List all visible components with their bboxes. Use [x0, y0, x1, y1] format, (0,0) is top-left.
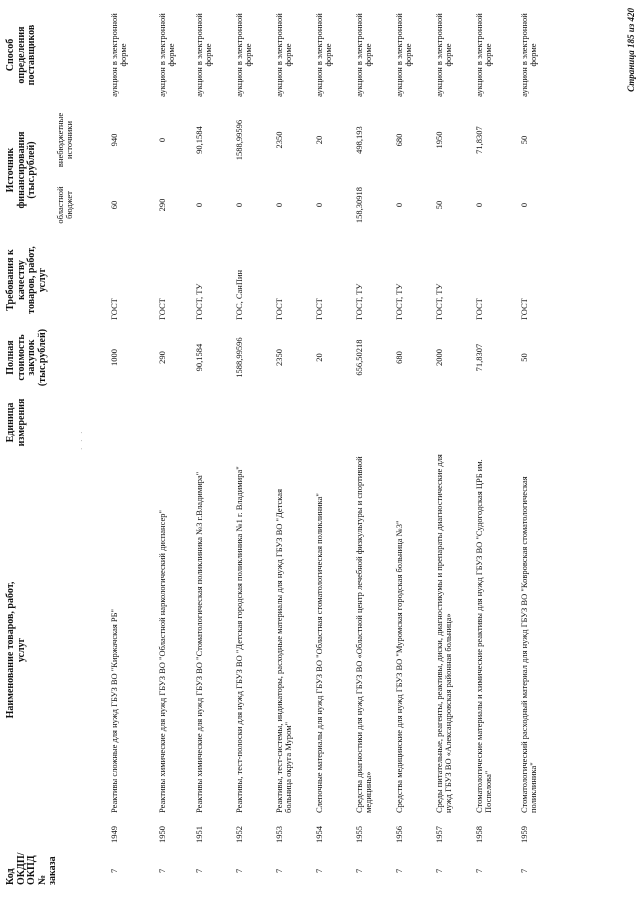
row-method: аукцион в электронной форме — [519, 13, 538, 97]
row-quality: ГОСТ — [157, 298, 167, 320]
row-extrabudget: 71,8307 — [474, 126, 484, 154]
header-code: Код ОКДП/ ОКПД № заказа — [5, 852, 58, 885]
row-code: 7 — [274, 868, 284, 873]
row-name: Средства медицинские для нужд ГБУЗ ВО "Муромская городская больница №3" — [394, 520, 404, 813]
row-code: 7 — [519, 868, 529, 873]
row-regional-budget: 0 — [274, 202, 284, 208]
row-regional-budget: 0 — [519, 202, 529, 208]
row-extrabudget: 680 — [394, 133, 404, 147]
row-code: 7 — [474, 868, 484, 873]
row-name: Стоматологический расходный материал для нужд ГБУЗ ВО "Ковровская стоматологическая поликлиника" — [519, 476, 538, 813]
header-unit: Единица измерения — [5, 398, 27, 447]
row-total-cost: 2350 — [274, 349, 284, 366]
row-name: Средства диагностики для нужд ГБУЗ ВО «Областной центр лечебной физкультуры и спортивной медицины» — [354, 456, 373, 813]
row-quality: ГОСТ, ТУ — [354, 283, 364, 320]
row-order-number: 1955 — [354, 826, 364, 843]
row-total-cost: 90,1584 — [194, 343, 204, 372]
row-extrabudget: 2350 — [274, 131, 284, 149]
row-quality: ГОСТ — [519, 298, 529, 320]
header-name: Наименование товаров, работ, услуг — [5, 581, 27, 719]
row-method: аукцион в электронной форме — [194, 13, 213, 97]
row-extrabudget: 498,193 — [354, 126, 364, 154]
row-extrabudget: 940 — [109, 133, 119, 147]
header-cost: Полная стоимость закупок (тыс.рублей) — [5, 328, 48, 387]
row-name: Реактивы, тест-системы, индикаторы, расходные материалы для нужд ГБУЗ ВО "Детская больница округа Муром" — [274, 489, 293, 813]
row-total-cost: 1588,99596 — [234, 337, 244, 378]
row-method: аукцион в электронной форме — [354, 13, 373, 97]
row-regional-budget: 50 — [434, 200, 444, 210]
row-quality: ГОСТ — [274, 298, 284, 320]
row-code: 7 — [354, 868, 364, 873]
row-total-cost: 71,8307 — [474, 343, 484, 372]
row-quality: ГОСТ — [474, 298, 484, 320]
row-total-cost: 2000 — [434, 349, 444, 366]
header-funding: Источник финансирования (тыс.рублей) — [5, 131, 37, 209]
row-extrabudget: 20 — [314, 135, 324, 145]
row-extrabudget: 1950 — [434, 131, 444, 149]
row-order-number: 1950 — [157, 826, 167, 843]
row-order-number: 1953 — [274, 826, 284, 843]
row-regional-budget: 290 — [157, 198, 167, 212]
row-quality: ГОС, СанПин — [234, 269, 244, 320]
row-total-cost: 656,50218 — [354, 339, 364, 376]
page-number: Страница 185 из 420 — [626, 8, 636, 92]
row-order-number: 1956 — [394, 826, 404, 843]
row-method: аукцион в электронной форме — [109, 13, 128, 97]
row-regional-budget: 0 — [314, 202, 324, 208]
row-name: Реактивы сложные для нужд ГБУЗ ВО "Киржачская РБ" — [109, 609, 119, 813]
header-method: Способ определения поставщиков — [5, 24, 37, 86]
row-method: аукцион в электронной форме — [394, 13, 413, 97]
row-method: аукцион в электронной форме — [434, 13, 453, 97]
row-total-cost: 20 — [314, 353, 324, 362]
row-extrabudget: 50 — [519, 135, 529, 145]
row-extrabudget: 90,1584 — [194, 126, 204, 154]
row-quality: ГОСТ — [109, 298, 119, 320]
row-quality: ГОСТ, ТУ — [394, 283, 404, 320]
row-order-number: 1952 — [234, 826, 244, 843]
row-method: аукцион в электронной форме — [314, 13, 333, 97]
row-quality: ГОСТ, ТУ — [434, 283, 444, 320]
separator-dots: · · · — [78, 429, 86, 450]
row-name: Слепочные материалы для нужд ГБУЗ ВО "Областная стоматологическая поликлиника" — [314, 493, 324, 813]
header-regional: областной бюджет — [55, 186, 74, 224]
row-order-number: 1949 — [109, 826, 119, 843]
row-name: Реактивы химические для нужд ГБУЗ ВО "Стоматологическая поликлиника №3 г.Владимира" — [194, 471, 204, 813]
row-code: 7 — [194, 868, 204, 873]
row-name: Среды питательные, реагенты, реактивы, диски, диагностикумы и препараты диагностические для нужд ГБУЗ ВО «Александровская районная больница» — [434, 454, 453, 813]
row-code: 7 — [109, 868, 119, 873]
row-total-cost: 680 — [394, 351, 404, 364]
row-code: 7 — [157, 868, 167, 873]
row-order-number: 1954 — [314, 826, 324, 843]
row-code: 7 — [394, 868, 404, 873]
row-code: 7 — [314, 868, 324, 873]
row-total-cost: 50 — [519, 353, 529, 362]
row-method: аукцион в электронной форме — [474, 13, 493, 97]
row-order-number: 1959 — [519, 826, 529, 843]
row-regional-budget: 158,30918 — [354, 186, 364, 224]
row-regional-budget: 60 — [109, 200, 119, 210]
row-order-number: 1951 — [194, 826, 204, 843]
row-regional-budget: 0 — [194, 202, 204, 208]
header-quality: Требования к качеству товаров, работ, услуг — [5, 246, 48, 314]
row-code: 7 — [434, 868, 444, 873]
row-quality: ГОСТ — [314, 298, 324, 320]
row-name: Реактивы химические для нужд ГБУЗ ВО "Областной наркологический диспансер" — [157, 510, 167, 813]
row-regional-budget: 0 — [474, 202, 484, 208]
row-method: аукцион в электронной форме — [157, 13, 176, 97]
row-total-cost: 290 — [157, 351, 167, 364]
row-method: аукцион в электронной форме — [274, 13, 293, 97]
row-name: Реактивы, тест-полоски для нужд ГБУЗ ВО "Детская городская поликлиника №1 г. Владимира" — [234, 466, 244, 813]
row-code: 7 — [234, 868, 244, 873]
row-total-cost: 1000 — [109, 349, 119, 366]
row-order-number: 1958 — [474, 826, 484, 843]
row-method: аукцион в электронной форме — [234, 13, 253, 97]
header-extra: внебюджетные источники — [55, 112, 74, 168]
row-regional-budget: 0 — [234, 202, 244, 208]
row-extrabudget: 1588,99596 — [234, 119, 244, 161]
row-regional-budget: 0 — [394, 202, 404, 208]
row-extrabudget: 0 — [157, 137, 167, 143]
row-name: Стоматологические материалы и химические реактивы для нужд ГБУЗ ВО "Судогодская ЦРБ им. Поспелова" — [474, 459, 493, 813]
row-quality: ГОСТ, ТУ — [194, 283, 204, 320]
row-order-number: 1957 — [434, 826, 444, 843]
